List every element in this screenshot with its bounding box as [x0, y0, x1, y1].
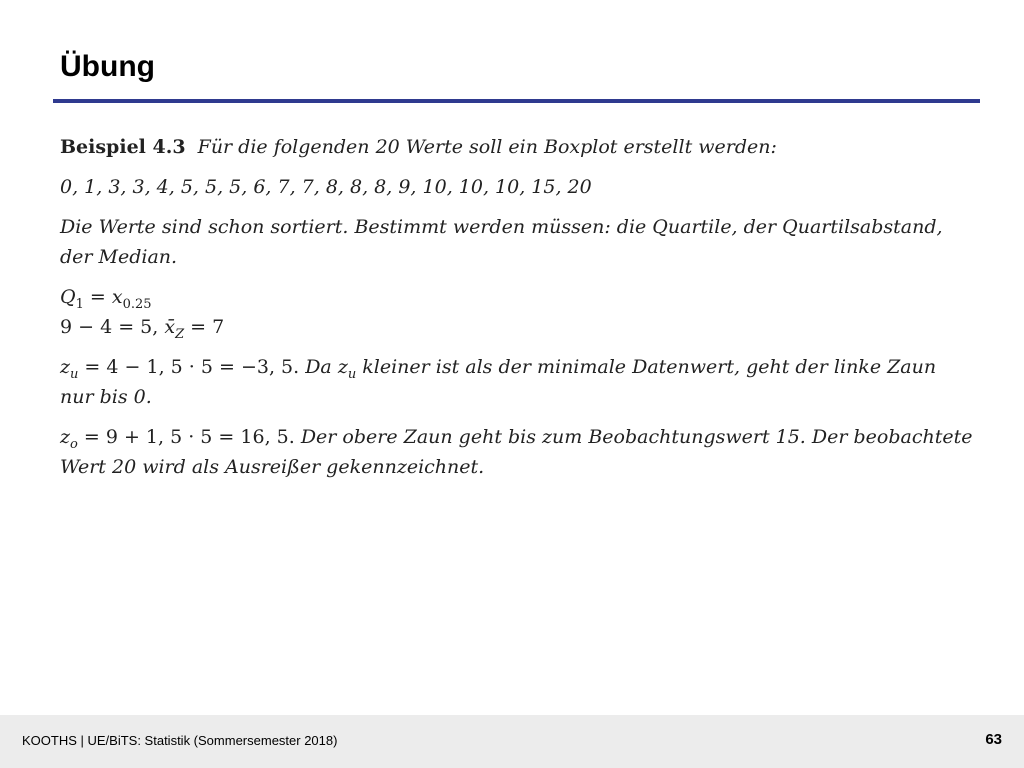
- upper-fence-line-1: [60, 422, 973, 452]
- upper-fence-line-2: Wert 20 wird als Ausreißer gekennzeichnet.: [60, 456, 485, 478]
- zo-calc: = 9 + 1, 5 · 5 = 16, 5.: [77, 426, 301, 448]
- q1-sub-a: 0.25: [122, 296, 152, 312]
- task-line-2: der Median.: [60, 246, 178, 268]
- page-title: Übung: [60, 50, 155, 83]
- median-sub: Z: [175, 326, 185, 342]
- zu-symbol: z: [60, 356, 71, 378]
- example-intro: Für die folgenden 20 Werte soll ein Boxplot erstellt werden:: [197, 136, 777, 158]
- zu-text-a: Da: [305, 356, 338, 378]
- lower-fence-paragraph: [60, 352, 960, 412]
- q1-eq-a: = x: [83, 286, 123, 308]
- q1-symbol: Q: [60, 286, 76, 308]
- task-line-1: Die Werte sind schon sortiert. Bestimmt werden müssen: die Quartile, der Quartilsabstand,: [60, 216, 943, 238]
- quartile-formula: [60, 282, 960, 342]
- example-label: Beispiel 4.3: [60, 136, 186, 158]
- values-list: 0, 1, 3, 3, 4, 5, 5, 5, 6, 7, 7, 8, 8, 8, 9, 10, 10, 10, 15, 20: [60, 176, 592, 198]
- title-divider: [53, 99, 980, 103]
- upper-fence-paragraph: [60, 422, 973, 482]
- footer-text: KOOTHS | UE/BiTS: Statistik (Sommersemester 2018): [22, 733, 338, 748]
- lower-fence-line-1: [60, 352, 960, 382]
- lower-fence-line-2: nur bis 0.: [60, 386, 152, 408]
- zo-text: Der obere Zaun geht bis zum Beobachtungswert 15. Der beobachtete: [300, 426, 973, 448]
- zu-sub-inline: u: [347, 366, 357, 382]
- example-heading: [60, 132, 960, 162]
- median-value: = 7: [184, 316, 225, 338]
- slide-content: [60, 132, 973, 492]
- quartile-line-2: [60, 312, 960, 342]
- zo-sub: o: [70, 436, 78, 452]
- zu-calc: = 4 − 1, 5 · 5 = −3, 5.: [78, 356, 306, 378]
- zu-text-b: kleiner ist als der minimale Datenwert, geht der linke Zaun: [356, 356, 937, 378]
- zu-sub: u: [70, 366, 79, 382]
- zo-symbol: z: [60, 426, 71, 448]
- page-number: 63: [985, 731, 1002, 748]
- zu-symbol-inline: z: [337, 356, 348, 378]
- median-symbol: x̄: [164, 316, 176, 338]
- iqr-result: 9 − 4 = 5,: [60, 316, 165, 338]
- task-paragraph: [60, 212, 960, 272]
- quartile-line-1: $Q_1 = x_{0.25}$: [60, 286, 152, 312]
